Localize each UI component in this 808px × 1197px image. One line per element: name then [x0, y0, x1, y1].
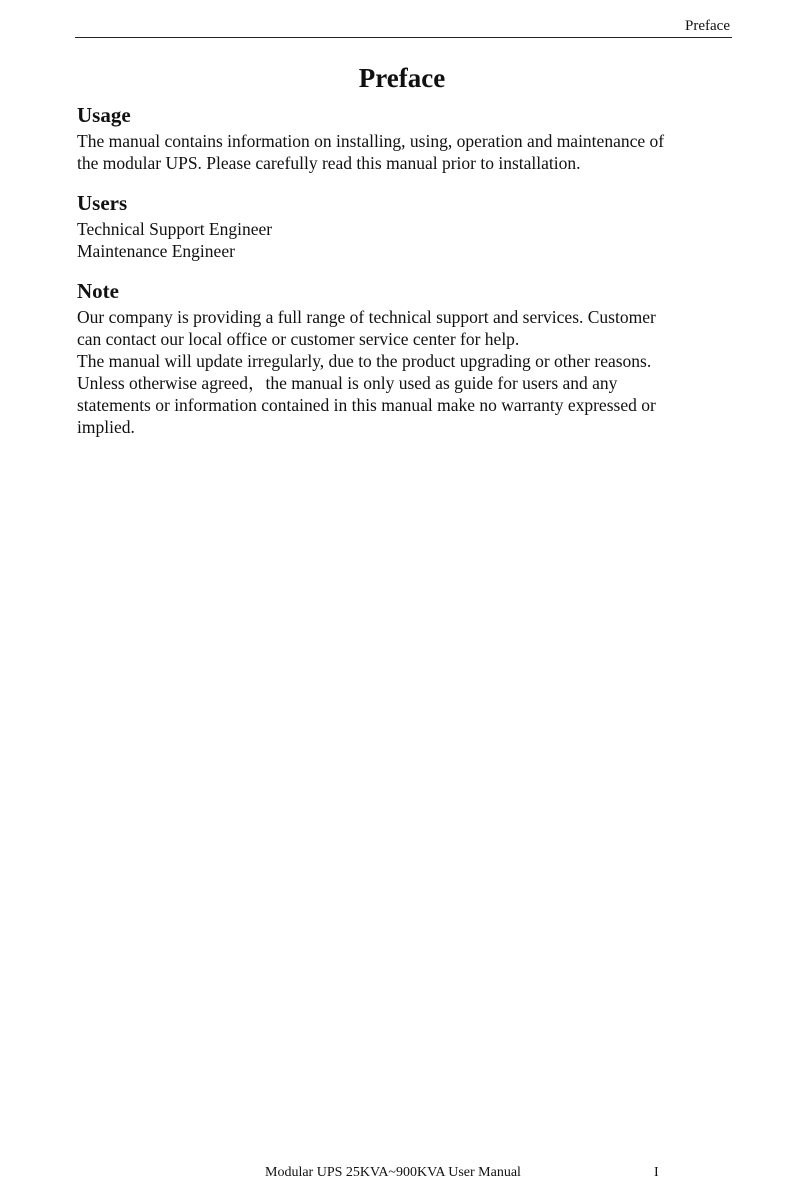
- section-usage: [77, 100, 727, 174]
- section-users: [77, 188, 727, 262]
- page-title: Preface: [358, 63, 446, 93]
- running-header-title: Preface: [685, 18, 730, 34]
- section-line: The manual will update irregularly, due to the product upgrading or other reasons.: [77, 351, 652, 371]
- section-line: implied.: [77, 417, 135, 437]
- section-line: the modular UPS. Please carefully read this manual prior to installation.: [77, 153, 581, 173]
- running-header: [75, 15, 732, 38]
- page-content: [77, 58, 727, 452]
- section-note: [77, 276, 727, 438]
- section-line: Unless otherwise agreed，the manual is only used as guide for users and any: [77, 373, 618, 393]
- footer-page-number: I: [654, 1165, 659, 1180]
- section-heading: Users: [77, 191, 128, 215]
- section-line: Maintenance Engineer: [77, 241, 235, 261]
- section-line: Our company is providing a full range of technical support and services. Customer: [77, 307, 656, 327]
- footer-document-title: Modular UPS 25KVA~900KVA User Manual: [265, 1165, 521, 1180]
- section-heading: Note: [77, 279, 119, 303]
- section-line: Technical Support Engineer: [77, 219, 273, 239]
- section-line: The manual contains information on installing, using, operation and maintenance of: [77, 131, 665, 151]
- section-heading: Usage: [77, 103, 131, 127]
- section-line: can contact our local office or customer service center for help.: [77, 329, 520, 349]
- section-line: statements or information contained in this manual make no warranty expressed or: [77, 395, 656, 415]
